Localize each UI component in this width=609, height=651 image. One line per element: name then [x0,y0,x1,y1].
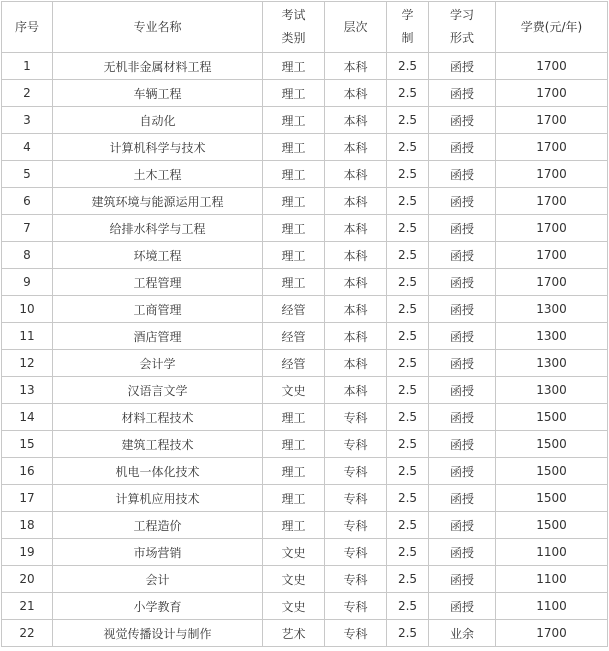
row-seq: 9 [2,269,53,296]
row-major: 无机非金属材料工程 [53,53,263,80]
row-study-form: 函授 [429,188,496,215]
row-duration: 2.5 [387,485,429,512]
row-seq: 5 [2,161,53,188]
table-row [2,458,608,485]
table-row [2,593,608,620]
row-duration: 2.5 [387,593,429,620]
row-exam-type: 理工 [263,53,325,80]
table-row [2,539,608,566]
row-study-form: 函授 [429,323,496,350]
row-exam-type: 理工 [263,134,325,161]
row-study-form: 函授 [429,566,496,593]
row-tuition: 1300 [496,323,608,350]
header-level: 层次 [325,2,387,53]
row-study-form: 函授 [429,242,496,269]
row-duration: 2.5 [387,539,429,566]
row-exam-type: 理工 [263,80,325,107]
row-exam-type: 理工 [263,107,325,134]
row-major: 汉语言文学 [53,377,263,404]
row-level: 本科 [325,350,387,377]
table-row [2,80,608,107]
row-tuition: 1700 [496,161,608,188]
row-tuition: 1700 [496,215,608,242]
row-tuition: 1700 [496,242,608,269]
row-exam-type: 文史 [263,566,325,593]
row-seq: 21 [2,593,53,620]
row-seq: 14 [2,404,53,431]
row-tuition: 1500 [496,485,608,512]
row-duration: 2.5 [387,107,429,134]
row-seq: 1 [2,53,53,80]
row-exam-type: 理工 [263,431,325,458]
table-row [2,431,608,458]
header-duration-line2: 制 [401,31,414,45]
row-level: 本科 [325,323,387,350]
row-level: 本科 [325,80,387,107]
header-study-form-line1: 学习 [449,8,474,22]
row-tuition: 1700 [496,80,608,107]
row-level: 本科 [325,107,387,134]
row-major: 视觉传播设计与制作 [53,620,263,647]
row-seq: 10 [2,296,53,323]
row-exam-type: 理工 [263,404,325,431]
row-exam-type: 理工 [263,512,325,539]
row-exam-type: 理工 [263,485,325,512]
row-tuition: 1500 [496,404,608,431]
row-duration: 2.5 [387,215,429,242]
row-level: 本科 [325,134,387,161]
row-duration: 2.5 [387,80,429,107]
row-exam-type: 理工 [263,188,325,215]
row-duration: 2.5 [387,458,429,485]
row-duration: 2.5 [387,53,429,80]
row-exam-type: 经管 [263,323,325,350]
row-exam-type: 理工 [263,161,325,188]
row-exam-type: 文史 [263,377,325,404]
row-major: 酒店管理 [53,323,263,350]
row-major: 建筑工程技术 [53,431,263,458]
table-row [2,215,608,242]
row-tuition: 1100 [496,539,608,566]
table-row [2,269,608,296]
row-level: 本科 [325,377,387,404]
row-study-form: 函授 [429,134,496,161]
row-duration: 2.5 [387,404,429,431]
row-duration: 2.5 [387,269,429,296]
row-seq: 3 [2,107,53,134]
row-study-form: 函授 [429,431,496,458]
row-seq: 6 [2,188,53,215]
table-row [2,107,608,134]
row-major: 小学教育 [53,593,263,620]
row-level: 专科 [325,593,387,620]
row-seq: 8 [2,242,53,269]
row-study-form: 函授 [429,215,496,242]
row-duration: 2.5 [387,323,429,350]
row-major: 材料工程技术 [53,404,263,431]
header-exam-type-line2: 类别 [281,31,306,45]
row-level: 专科 [325,404,387,431]
header-exam-type-line1: 考试 [281,8,306,22]
row-major: 工商管理 [53,296,263,323]
row-tuition: 1300 [496,350,608,377]
table-row [2,53,608,80]
row-seq: 4 [2,134,53,161]
row-level: 专科 [325,620,387,647]
row-exam-type: 理工 [263,458,325,485]
row-tuition: 1100 [496,566,608,593]
row-duration: 2.5 [387,350,429,377]
table-row [2,377,608,404]
row-seq: 20 [2,566,53,593]
row-level: 本科 [325,53,387,80]
header-duration [387,2,429,53]
table-row [2,323,608,350]
row-major: 计算机应用技术 [53,485,263,512]
row-major: 自动化 [53,107,263,134]
table-row [2,404,608,431]
row-duration: 2.5 [387,566,429,593]
row-level: 专科 [325,539,387,566]
row-duration: 2.5 [387,161,429,188]
row-level: 本科 [325,161,387,188]
table-row [2,161,608,188]
row-duration: 2.5 [387,377,429,404]
row-tuition: 1700 [496,107,608,134]
tuition-table [1,1,608,647]
row-exam-type: 经管 [263,296,325,323]
header-major: 专业名称 [53,2,263,53]
header-study-form-line2: 形式 [449,31,474,45]
row-major: 机电一体化技术 [53,458,263,485]
table-header-row [2,2,608,53]
row-tuition: 1700 [496,134,608,161]
row-study-form: 函授 [429,485,496,512]
row-exam-type: 理工 [263,242,325,269]
row-seq: 19 [2,539,53,566]
row-study-form: 函授 [429,539,496,566]
row-duration: 2.5 [387,134,429,161]
row-seq: 7 [2,215,53,242]
row-exam-type: 艺术 [263,620,325,647]
row-study-form: 业余 [429,620,496,647]
row-exam-type: 文史 [263,593,325,620]
header-seq: 序号 [2,2,53,53]
header-exam-type [263,2,325,53]
header-study-form [429,2,496,53]
row-major: 会计 [53,566,263,593]
row-level: 本科 [325,188,387,215]
row-level: 本科 [325,215,387,242]
row-level: 专科 [325,485,387,512]
table-row [2,350,608,377]
row-duration: 2.5 [387,620,429,647]
row-seq: 17 [2,485,53,512]
table-row [2,242,608,269]
row-exam-type: 理工 [263,215,325,242]
table-row [2,485,608,512]
header-duration-line1: 学 [401,8,414,22]
row-study-form: 函授 [429,107,496,134]
row-tuition: 1100 [496,593,608,620]
row-tuition: 1700 [496,620,608,647]
row-seq: 12 [2,350,53,377]
row-tuition: 1500 [496,431,608,458]
row-tuition: 1500 [496,512,608,539]
row-study-form: 函授 [429,80,496,107]
row-major: 计算机科学与技术 [53,134,263,161]
row-major: 车辆工程 [53,80,263,107]
row-duration: 2.5 [387,431,429,458]
table-row [2,620,608,647]
table-body [2,53,608,647]
header-tuition: 学费(元/年) [496,2,608,53]
row-study-form: 函授 [429,161,496,188]
row-seq: 16 [2,458,53,485]
row-major: 市场营销 [53,539,263,566]
row-tuition: 1300 [496,377,608,404]
row-tuition: 1700 [496,53,608,80]
row-seq: 15 [2,431,53,458]
row-study-form: 函授 [429,269,496,296]
row-level: 专科 [325,431,387,458]
row-study-form: 函授 [429,296,496,323]
row-exam-type: 文史 [263,539,325,566]
row-tuition: 1700 [496,269,608,296]
row-study-form: 函授 [429,53,496,80]
row-duration: 2.5 [387,512,429,539]
row-seq: 22 [2,620,53,647]
row-major: 工程管理 [53,269,263,296]
row-seq: 2 [2,80,53,107]
row-exam-type: 经管 [263,350,325,377]
table-row [2,188,608,215]
row-level: 专科 [325,512,387,539]
table-row [2,296,608,323]
row-major: 给排水科学与工程 [53,215,263,242]
table-row [2,566,608,593]
row-level: 本科 [325,269,387,296]
table-row [2,512,608,539]
row-study-form: 函授 [429,350,496,377]
row-study-form: 函授 [429,377,496,404]
row-tuition: 1700 [496,188,608,215]
row-duration: 2.5 [387,296,429,323]
row-study-form: 函授 [429,512,496,539]
row-level: 本科 [325,242,387,269]
row-seq: 11 [2,323,53,350]
row-study-form: 函授 [429,458,496,485]
row-major: 环境工程 [53,242,263,269]
row-study-form: 函授 [429,404,496,431]
row-exam-type: 理工 [263,269,325,296]
row-seq: 13 [2,377,53,404]
row-level: 专科 [325,566,387,593]
table-row [2,134,608,161]
row-level: 本科 [325,296,387,323]
row-tuition: 1300 [496,296,608,323]
row-major: 工程造价 [53,512,263,539]
row-seq: 18 [2,512,53,539]
row-tuition: 1500 [496,458,608,485]
row-level: 专科 [325,458,387,485]
row-major: 建筑环境与能源运用工程 [53,188,263,215]
row-duration: 2.5 [387,188,429,215]
row-major: 土木工程 [53,161,263,188]
row-study-form: 函授 [429,593,496,620]
row-duration: 2.5 [387,242,429,269]
row-major: 会计学 [53,350,263,377]
